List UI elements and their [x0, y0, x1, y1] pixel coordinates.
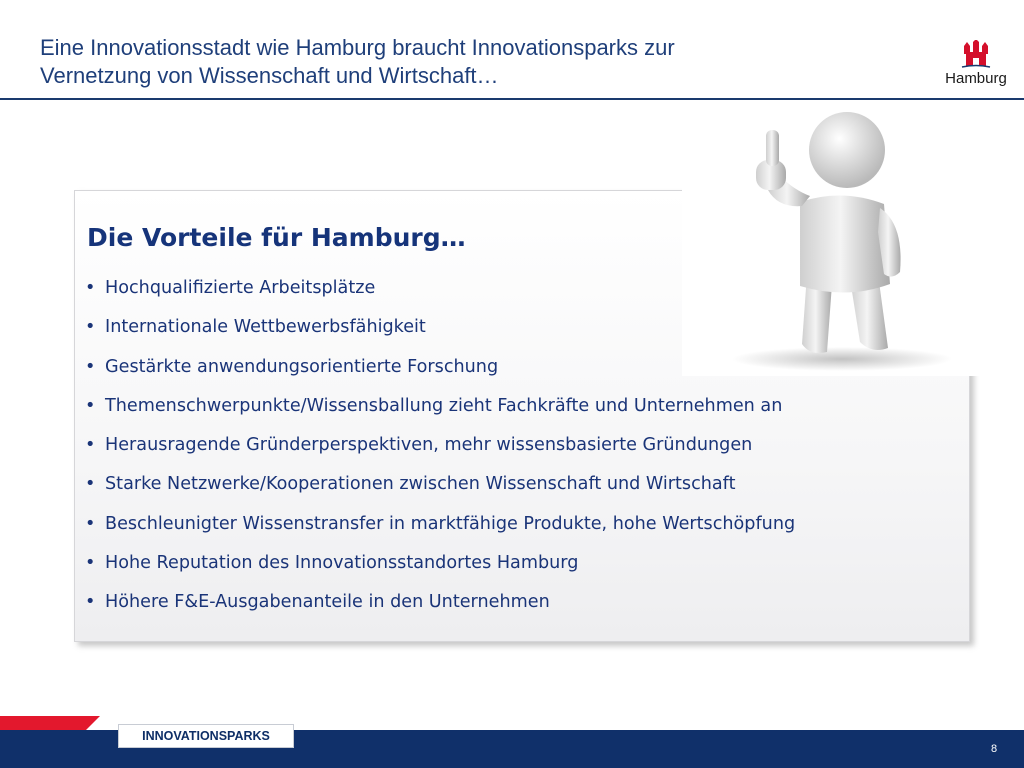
list-item: [85, 505, 795, 544]
list-item-text: Hochqualifizierte Arbeitsplätze: [105, 278, 376, 298]
list-item-text: Themenschwerpunkte/Wissensballung zieht Fachkräfte und Unternehmen an: [105, 395, 783, 416]
page-number: 8: [990, 743, 998, 755]
bullet-point: •: [85, 317, 96, 338]
bullet-point: •: [85, 435, 96, 456]
list-item-text: Starke Netzwerke/Kooperationen zwischen Wissenschaft und Wirtschaft: [105, 474, 736, 495]
logo-text: Hamburg: [945, 70, 1007, 87]
slide-title-line-2: Vernetzung von Wissenschaft und Wirtschaft…: [40, 63, 499, 88]
bullet-point: •: [85, 356, 96, 377]
list-item-text: Höhere F&E-Ausgabenanteile in den Unternehmen: [105, 592, 550, 613]
list-item-text: Internationale Wettbewerbsfähigkeit: [105, 317, 426, 338]
bullet-point: •: [85, 474, 96, 495]
list-item: [85, 387, 795, 426]
bullet-point: •: [85, 278, 96, 298]
hamburg-logo: [936, 40, 1016, 92]
list-item: [85, 465, 795, 504]
slide-title-line-1: Eine Innovationsstadt wie Hamburg braucht Innovationsparks zur: [40, 35, 675, 60]
list-item-text: Herausragende Gründerperspektiven, mehr wissensbasierte Gründungen: [105, 435, 753, 456]
hamburg-castle-icon: [936, 40, 1016, 70]
list-item-text: Hohe Reputation des Innovationsstandortes Hamburg: [105, 553, 579, 574]
bullet-point: •: [85, 553, 96, 574]
thumbs-up-figure: [682, 104, 992, 376]
list-item: [85, 544, 795, 583]
title-divider: [0, 98, 1024, 100]
bullet-point: •: [85, 592, 96, 613]
list-item-text: Gestärkte anwendungsorientierte Forschung: [105, 356, 499, 377]
thumbs-up-figure-icon: [682, 104, 992, 376]
list-item-text: Beschleunigter Wissenstransfer in marktfähige Produkte, hohe Wertschöpfung: [105, 513, 796, 534]
list-item: [85, 583, 795, 622]
list-item: [85, 426, 795, 465]
red-accent-stripe: [0, 716, 100, 746]
slide-title: [40, 34, 900, 90]
bullet-point: •: [85, 513, 96, 534]
bullet-point: •: [85, 395, 96, 416]
card-heading: Die Vorteile für Hamburg…: [87, 223, 466, 252]
section-label: INNOVATIONSPARKS: [142, 729, 270, 743]
section-label-box: [118, 724, 294, 748]
